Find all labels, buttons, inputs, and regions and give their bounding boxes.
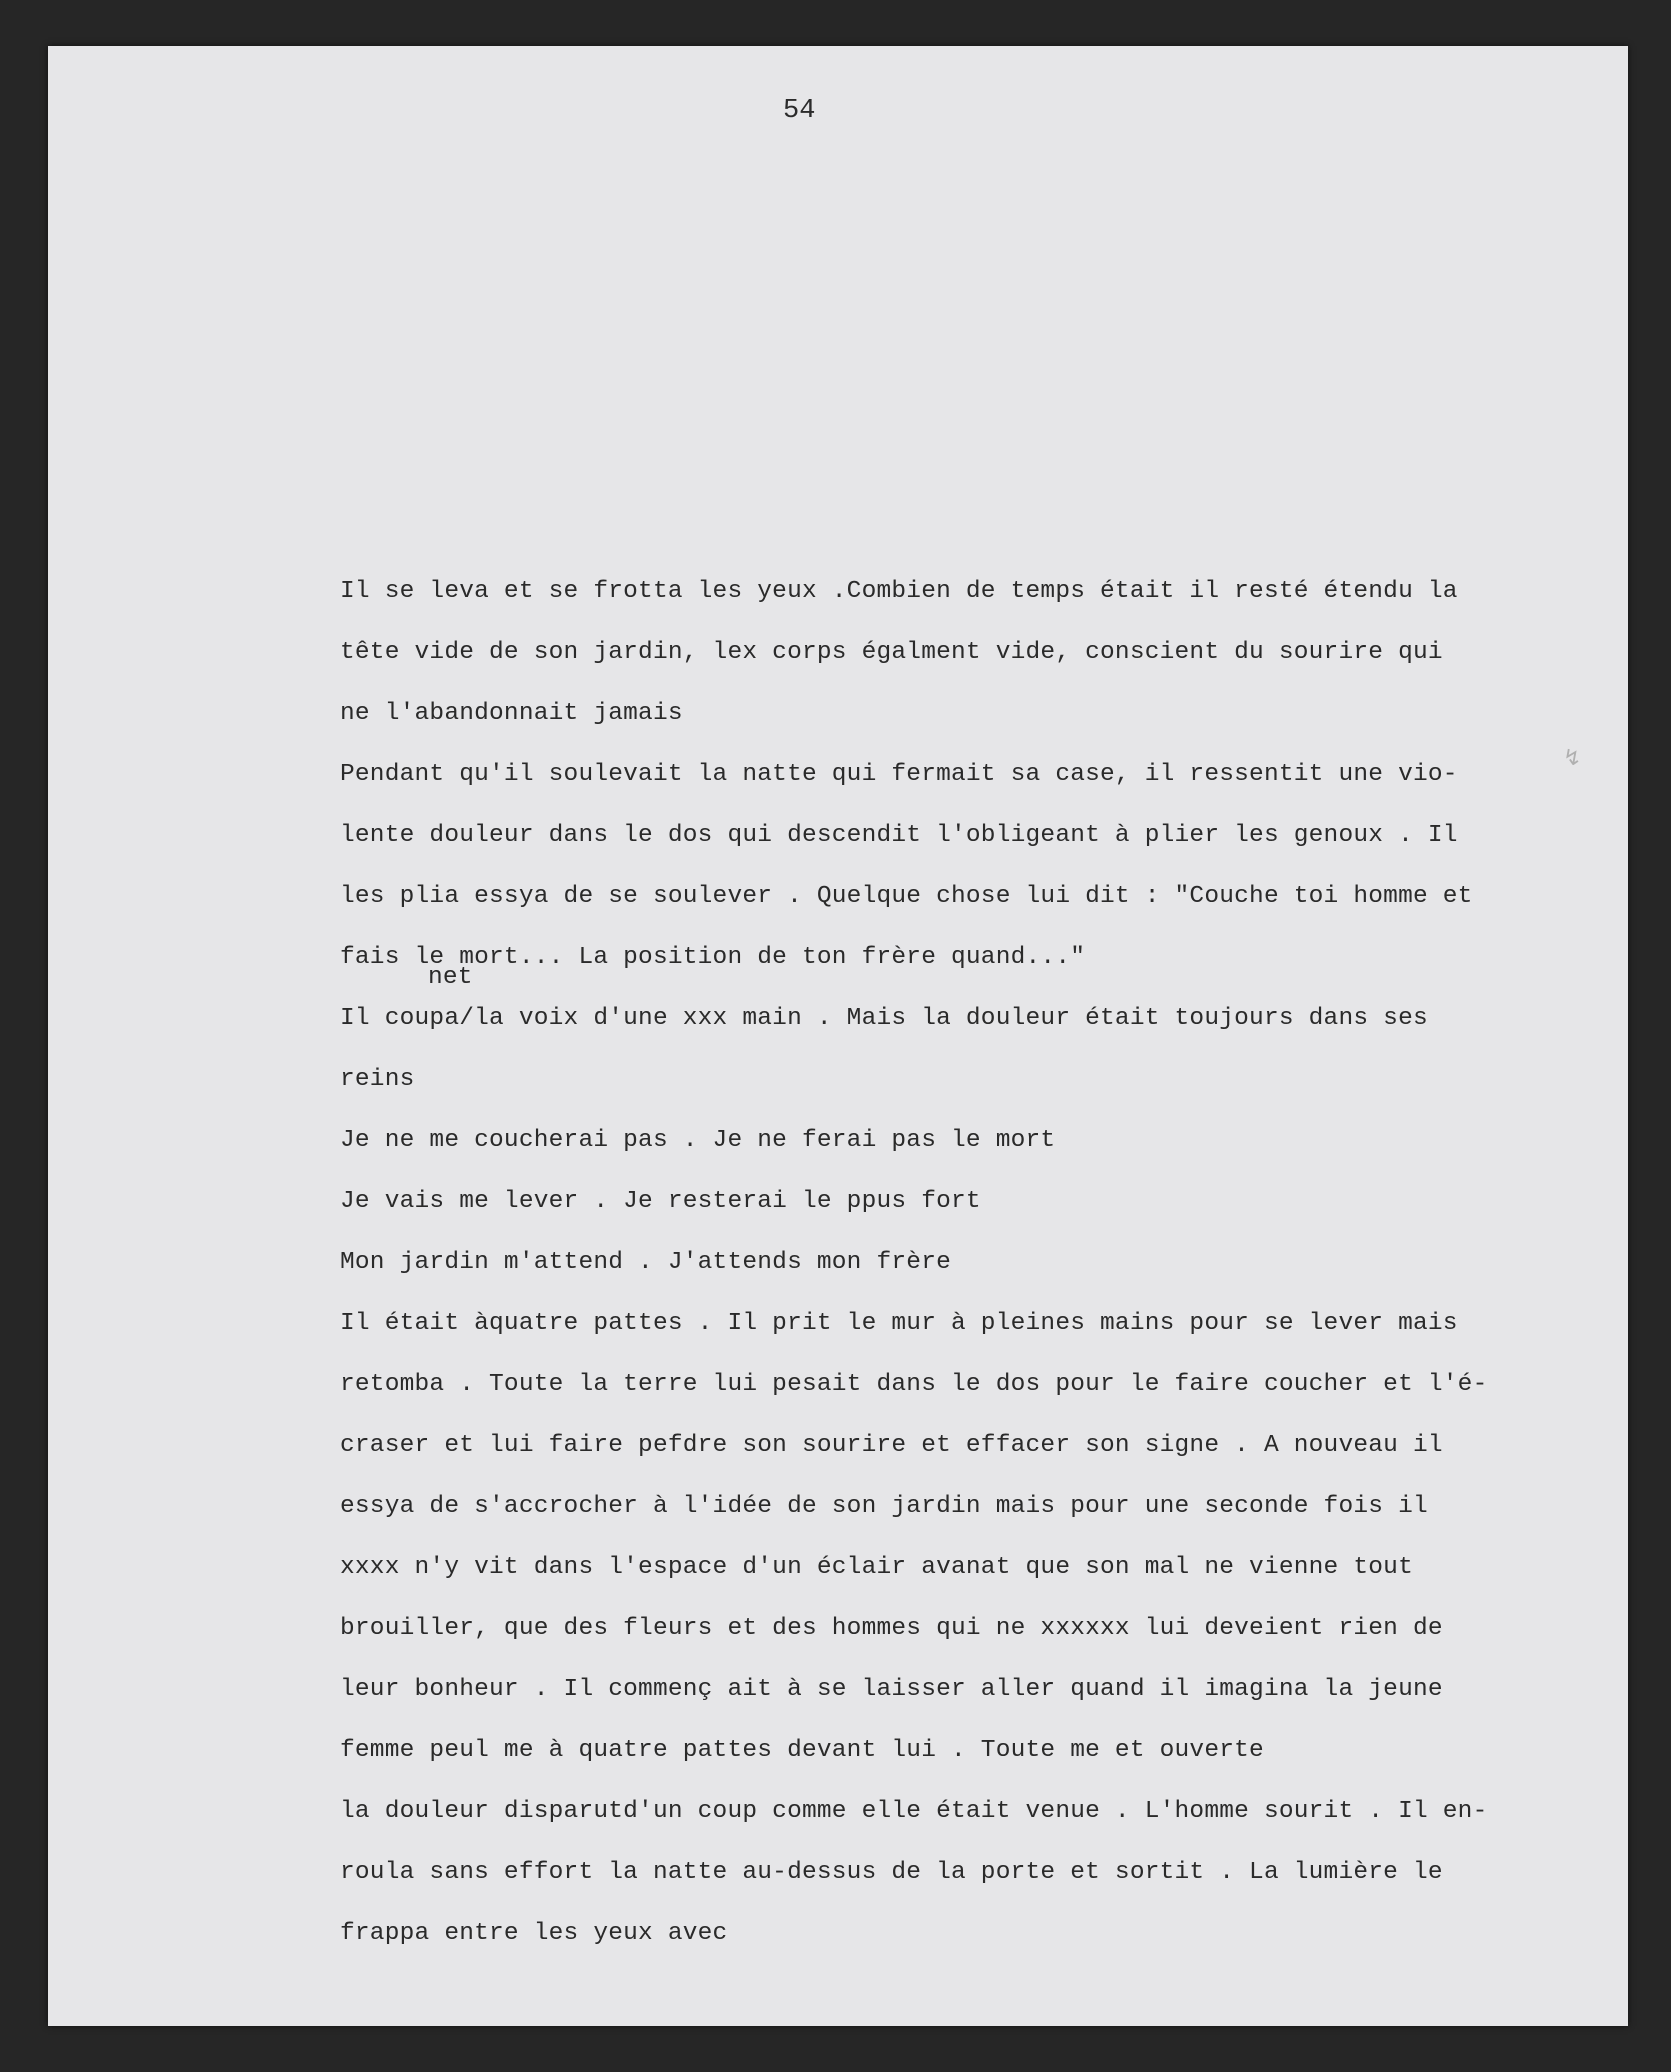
- text-line: ne l'abandonnait jamais: [340, 700, 683, 727]
- text-line: Je vais me lever . Je resterai le ppus fort: [340, 1188, 981, 1215]
- text-line: leur bonheur . Il commenç ait à se laisser aller quand il imagina la jeune: [340, 1676, 1443, 1703]
- text-line: fais le mort... La position de ton frère quand...": [340, 944, 1086, 971]
- text-line: lente douleur dans le dos qui descendit l'obligeant à plier les genoux . Il: [340, 822, 1458, 849]
- text-line: Il coupa/la voix d'une xxx main . Mais la douleur était toujours dans ses: [340, 1005, 1428, 1032]
- text-line: frappa entre les yeux avec: [340, 1920, 728, 1947]
- text-line: roula sans effort la natte au-dessus de la porte et sortit . La lumière le: [340, 1859, 1443, 1886]
- body-text: [340, 561, 1600, 1964]
- text-line: Je ne me coucherai pas . Je ne ferai pas le mort: [340, 1127, 1056, 1154]
- text-line: la douleur disparutd'un coup comme elle était venue . L'homme sourit . Il en-: [340, 1798, 1488, 1825]
- pencil-mark: ↯: [1563, 746, 1582, 771]
- text-line: brouiller, que des fleurs et des hommes qui ne xxxxxx lui deveient rien de: [340, 1615, 1443, 1642]
- text-line: essya de s'accrocher à l'idée de son jardin mais pour une seconde fois il: [340, 1493, 1428, 1520]
- text-line: Mon jardin m'attend . J'attends mon frère: [340, 1249, 951, 1276]
- text-line: retomba . Toute la terre lui pesait dans le dos pour le faire coucher et l'é-: [340, 1371, 1488, 1398]
- text-line: Pendant qu'il soulevait la natte qui fermait sa case, il ressentit une vio-: [340, 761, 1458, 788]
- text-line: Il était àquatre pattes . Il prit le mur à pleines mains pour se lever mais: [340, 1310, 1458, 1337]
- page-number: 54: [783, 96, 816, 126]
- text-line: reins: [340, 1066, 415, 1093]
- typewritten-page: [48, 46, 1628, 2026]
- handwritten-insertion: net: [428, 964, 473, 991]
- text-line: xxxx n'y vit dans l'espace d'un éclair avanat que son mal ne vienne tout: [340, 1554, 1413, 1581]
- text-line: tête vide de son jardin, lex corps égalment vide, conscient du sourire qui: [340, 639, 1443, 666]
- text-line: les plia essya de se soulever . Quelque chose lui dit : "Couche toi homme et: [340, 883, 1473, 910]
- text-line: Il se leva et se frotta les yeux .Combien de temps était il resté étendu la: [340, 578, 1458, 605]
- text-line: craser et lui faire pefdre son sourire et effacer son signe . A nouveau il: [340, 1432, 1443, 1459]
- text-line: femme peul me à quatre pattes devant lui . Toute me et ouverte: [340, 1737, 1264, 1764]
